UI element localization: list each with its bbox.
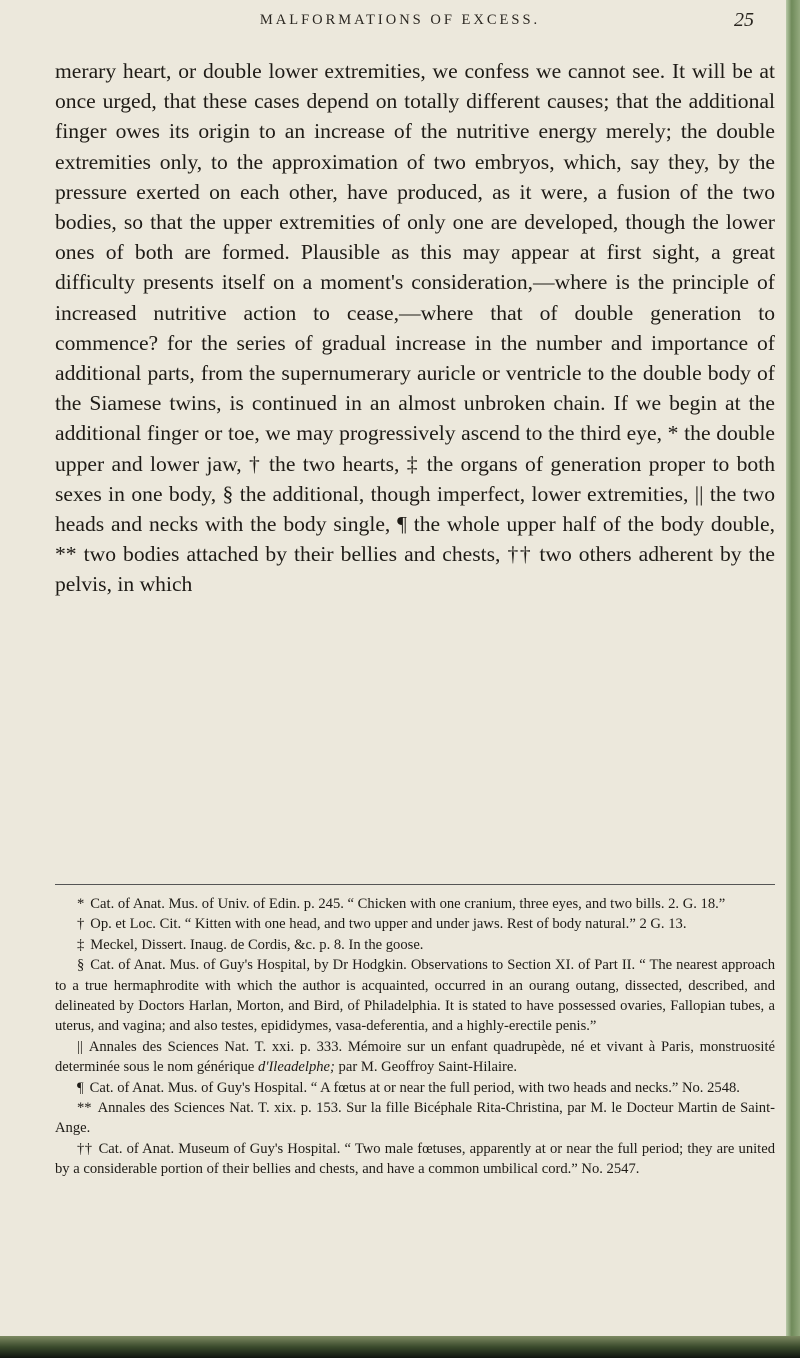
footnotes	[55, 894, 775, 1180]
footnote-italic-text: d'Ileadelphe;	[258, 1059, 335, 1076]
footnote-mark: **	[77, 1100, 92, 1117]
footnote-mark: ‡	[77, 936, 85, 953]
footnote-mark: †	[77, 916, 85, 933]
footnote	[55, 1139, 775, 1180]
footnote-mark: *	[77, 896, 85, 912]
footnote-divider	[55, 884, 775, 885]
footnote-text: Meckel, Dissert. Inaug. de Cordis, &c. p. 8. In the goose.	[90, 936, 424, 953]
footnote-mark: ††	[77, 1140, 93, 1157]
footnote-text: Cat. of Anat. Museum of Guy's Hospital. “ Two male fœtuses, apparently at or near the full period; they are united by a considerable portion of their bellies and chests, and have a common umbilical cord.” No. 2547.	[55, 1140, 776, 1178]
footnote-text: par M. Geoffroy Saint-Hilaire.	[334, 1059, 518, 1076]
footnote-text: Cat. of Anat. Mus. of Univ. of Edin. p. 245. “ Chicken with one cranium, three eyes, and two bills. 2. G. 18.”	[90, 896, 726, 912]
book-spine-edge	[786, 0, 800, 1358]
book-bottom-edge	[0, 1336, 800, 1358]
footnote	[55, 935, 775, 955]
footnote	[55, 955, 775, 1037]
footnote-mark: ||	[77, 1038, 83, 1055]
footnote-text: Cat. of Anat. Mus. of Guy's Hospital. “ A fœtus at or near the full period, with two heads and necks.” No. 2548.	[89, 1079, 740, 1096]
footnote	[55, 894, 775, 914]
running-head: MALFORMATIONS OF EXCESS.	[259, 12, 541, 28]
footnote-text: Annales des Sciences Nat. T. xix. p. 153. Sur la fille Bicéphale Rita-Christina, par M. le Docteur Martin de Saint-Ange.	[55, 1100, 775, 1137]
footnote-text: Op. et Loc. Cit. “ Kitten with one head, and two upper and under jaws. Rest of body natural.” 2 G. 13.	[90, 916, 687, 933]
body-paragraph: merary heart, or double lower extremities, we confess we cannot see. It will be at once urged, that these cases depend on totally different causes; that the additional finger owes its origin to an increase of the nutritive energy merely; the double extremities only, to the approximation of two embryos, which, say they, by the pressure exerted on each other, have produced, as it were, a fusion of the two bodies, so that the upper extremities of only one are developed, though the lower ones of both are formed. Plausible as this may appear at first sight, a great difficulty presents itself on a moment's consideration,—where is the principle of increased nutritive action to cease,—where that of double generation to commence? for the series of gradual increase in the number and importance of additional parts, from the supernumerary auricle or ventricle to the double body of the Siamese twins, is continued in an almost unbroken chain. If we begin at the additional finger or toe, we may progressively ascend to the third eye, * the double upper and lower jaw, † the two hearts, ‡ the organs of generation proper to both sexes in one body, § the additional, though imperfect, lower extremities, || the two heads and necks with the body single, ¶ the whole upper half of the body double, ** two bodies attached by their bellies and chests, †† two others adherent by the pelvis, in which	[55, 59, 775, 597]
footnote-text: Annales des Sciences Nat. T. xxi. p. 333. Mémoire sur un enfant quadrupède, né et vivant à Paris, monstruosité determinée sous le nom générique	[55, 1038, 775, 1076]
page-number: 25	[734, 9, 754, 31]
footnote	[55, 914, 775, 934]
footnote	[55, 1078, 775, 1098]
footnote	[55, 1037, 775, 1078]
footnote-mark: §	[77, 957, 85, 974]
footnote-text: Cat. of Anat. Mus. of Guy's Hospital, by Dr Hodgkin. Observations to Section XI. of Part II. “ The nearest approach to a true hermaphrodite with which the author is acquainted, occurred in an ourang outang, dissected, described, and delineated by Doctors Harlan, Morton, and Bird, of Philadelphia. It is stated to have possessed ovaries, Fallopian tubes, a uterus, and vagina; and also testes, epididymes, vasa-deferentia, and a highly-erectile penis.”	[55, 957, 775, 1035]
footnote-mark: ¶	[77, 1079, 84, 1096]
footnote	[55, 1098, 775, 1139]
